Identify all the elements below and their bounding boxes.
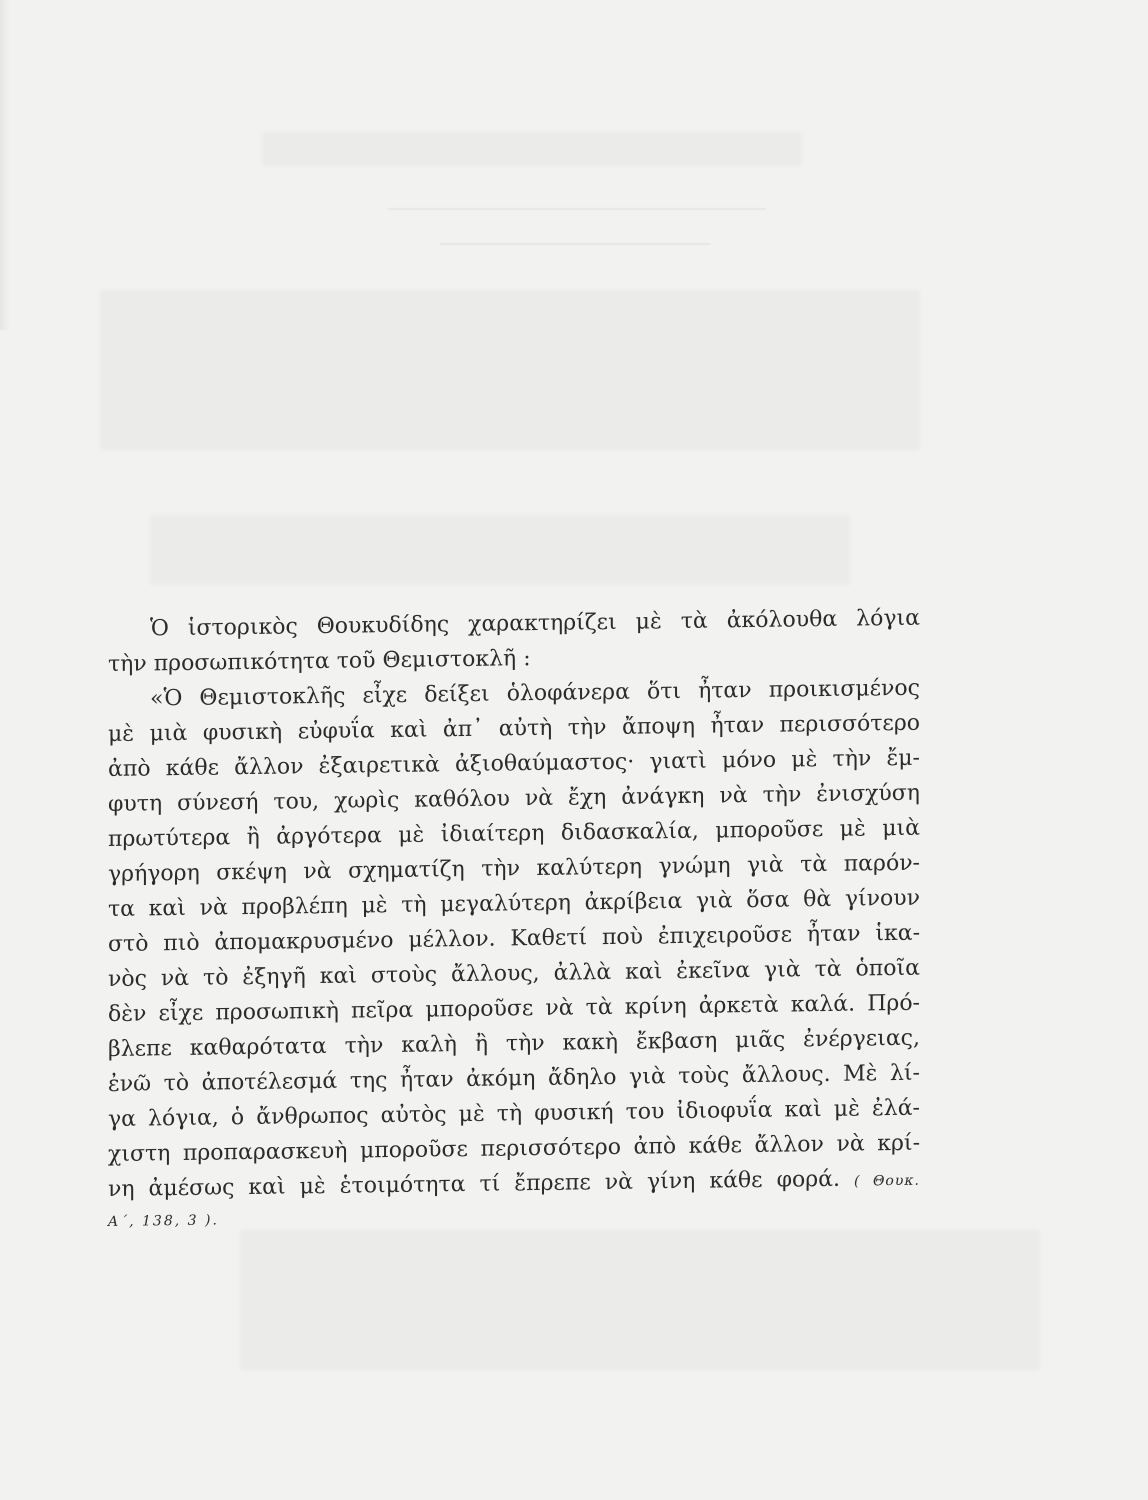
citation-reference-open: ( Θουκ. — [854, 1172, 921, 1190]
text-line: τὴν προσωπικότητα τοῦ Θεμιστοκλῆ : — [108, 646, 531, 677]
text-line: Ὁ ἱστορικὸς Θουκυδίδης χαρακτηρίζει μὲ τὰ ἀκόλουθα λόγια — [150, 605, 920, 642]
scan-edge-shadow — [0, 0, 10, 330]
text-line: νη ἀμέσως καὶ μὲ ἑτοιμότητα τί ἔπρεπε νὰ γίνη κάθε φορά. — [108, 1166, 841, 1202]
text-line: ἀπὸ κάθε ἄλλον ἐξαιρετικὰ ἀξιοθαύμαστος· γιατὶ μόνο μὲ τὴν ἔμ- — [108, 745, 920, 782]
bleed-through-rule — [440, 243, 710, 245]
bleed-through-text-block — [100, 290, 920, 450]
body-text — [108, 601, 920, 1242]
text-line: γρήγορη σκέψη νὰ σχηματίζη τὴν καλύτερη γνώμη γιὰ τὰ παρόν- — [108, 850, 920, 887]
bleed-through-rule — [388, 208, 766, 210]
text-line: δὲν εἶχε προσωπικὴ πεῖρα μποροῦσε νὰ τὰ κρίνη ἀρκετὰ καλά. Πρό- — [108, 990, 920, 1027]
text-line: μὲ μιὰ φυσικὴ εὐφυΐα καὶ ἀπ᾽ αὐτὴ τὴν ἄποψη ἦταν περισσότερο — [108, 710, 920, 747]
text-line: στὸ πιὸ ἀπομακρυσμένο μέλλον. Καθετί ποὺ ἐπιχειροῦσε ἦταν ἱκα- — [108, 920, 920, 957]
text-line: νὸς νὰ τὸ ἐξηγῆ καὶ στοὺς ἄλλους, ἀλλὰ καὶ ἐκεῖνα γιὰ τὰ ὁποῖα — [108, 955, 920, 992]
bleed-through-text-block — [240, 1230, 1040, 1370]
bleed-through-text-block — [150, 515, 850, 585]
citation-reference-close: Α΄, 138, 3 ). — [108, 1212, 219, 1230]
text-line: φυτη σύνεσή του, χωρὶς καθόλου νὰ ἔχη ἀνάγκη νὰ τὴν ἐνισχύση — [108, 780, 920, 817]
text-line: βλεπε καθαρότατα τὴν καλὴ ἢ τὴν κακὴ ἔκβαση μιᾶς ἐνέργειας, — [108, 1025, 920, 1062]
text-line: πρωτύτερα ἢ ἀργότερα μὲ ἰδιαίτερη διδασκαλία, μποροῦσε μὲ μιὰ — [108, 815, 920, 852]
intro-paragraph — [108, 601, 920, 682]
text-line: γα λόγια, ὁ ἄνθρωπος αὐτὸς μὲ τὴ φυσική του ἰδιοφυΐα καὶ μὲ ἐλά- — [108, 1095, 920, 1132]
text-line: ἐνῶ τὸ ἀποτέλεσμά της ἦταν ἀκόμη ἄδηλο γιὰ τοὺς ἄλλους. Μὲ λί- — [108, 1060, 920, 1097]
quote-paragraph — [108, 671, 920, 1242]
text-line: «Ὁ Θεμιστοκλῆς εἶχε δείξει ὁλοφάνερα ὅτι ἦταν προικισμένος — [150, 675, 920, 712]
text-line: τα καὶ νὰ προβλέπη μὲ τὴ μεγαλύτερη ἀκρίβεια γιὰ ὅσα θὰ γίνουν — [108, 885, 920, 922]
bleed-through-heading — [262, 132, 802, 166]
text-line: χιστη προπαρασκευὴ μποροῦσε περισσότερο ἀπὸ κάθε ἄλλον νὰ κρί- — [108, 1130, 920, 1167]
